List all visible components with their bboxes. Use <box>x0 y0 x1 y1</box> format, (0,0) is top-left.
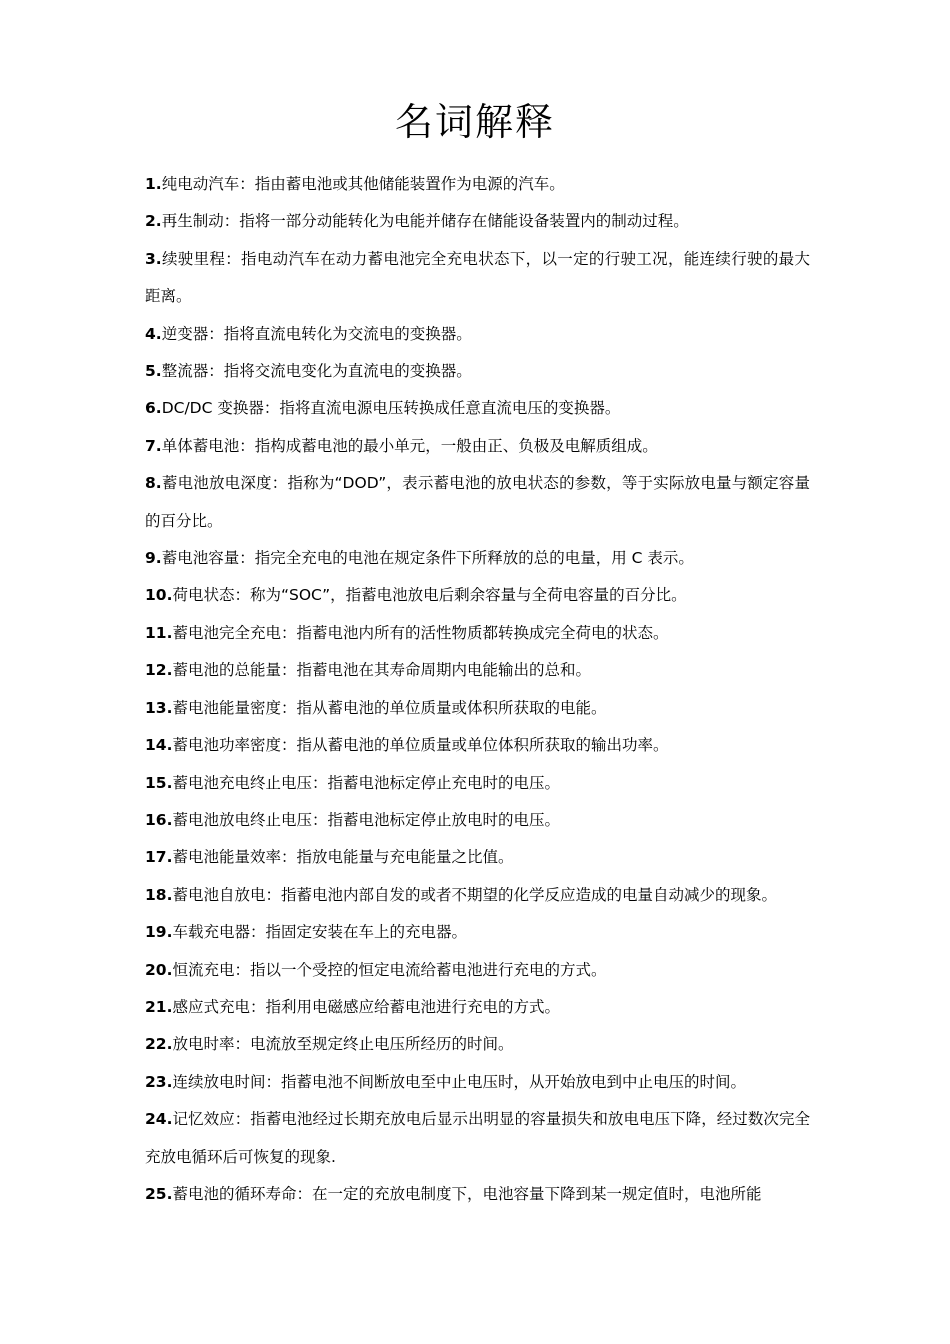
item-number: 25. <box>145 1184 173 1203</box>
list-item <box>145 952 810 989</box>
item-text: DC/DC 变换器：指将直流电源电压转换成任意直流电压的变换器。 <box>161 399 621 418</box>
list-item <box>145 615 810 652</box>
list-item <box>145 914 810 951</box>
item-number: 18. <box>145 885 173 904</box>
list-item <box>145 166 810 203</box>
item-number: 1. <box>145 175 162 193</box>
list-item <box>145 1064 810 1101</box>
item-number: 23. <box>145 1072 173 1091</box>
item-number: 17. <box>145 848 173 867</box>
item-text: 感应式充电：指利用电磁感应给蓄电池进行充电的方式。 <box>172 997 560 1016</box>
item-number: 10. <box>145 586 173 605</box>
item-text: 续驶里程：指电动汽车在动力蓄电池完全充电状态下，以一定的行驶工况，能连续行驶的最大距离。 <box>145 249 810 306</box>
item-text: 逆变器：指将直流电转化为交流电的变换器。 <box>161 324 472 343</box>
item-text: 蓄电池自放电：指蓄电池内部自发的或者不期望的化学反应造成的电量自动减少的现象。 <box>172 885 777 904</box>
list-item <box>145 652 810 689</box>
list-item <box>145 203 810 240</box>
list-item <box>145 1026 810 1063</box>
item-number: 11. <box>145 623 173 642</box>
list-item <box>145 765 810 802</box>
item-number: 15. <box>145 773 173 792</box>
item-number: 3. <box>145 249 162 268</box>
list-item <box>145 989 810 1026</box>
list-item <box>145 316 810 353</box>
item-text: 记忆效应：指蓄电池经过长期充放电后显示出明显的容量损失和放电电压下降，经过数次完全充放电循环后可恢复的现象. <box>145 1110 810 1166</box>
item-number: 9. <box>145 549 162 568</box>
item-number: 13. <box>145 698 173 717</box>
item-text: 纯电动汽车：指由蓄电池或其他储能装置作为电源的汽车。 <box>161 175 565 193</box>
list-item <box>145 390 810 427</box>
item-number: 19. <box>145 923 173 942</box>
item-number: 8. <box>145 474 162 493</box>
item-number: 22. <box>145 1035 173 1054</box>
item-number: 5. <box>145 362 162 381</box>
item-number: 4. <box>145 324 162 343</box>
list-item <box>145 1176 810 1213</box>
item-text: 蓄电池容量：指完全充电的电池在规定条件下所释放的总的电量，用 C 表示。 <box>161 549 694 568</box>
item-number: 16. <box>145 810 173 829</box>
list-item <box>145 839 810 876</box>
list-item <box>145 690 810 727</box>
list-item <box>145 353 810 390</box>
list-item <box>145 802 810 839</box>
item-number: 14. <box>145 736 173 755</box>
list-item <box>145 540 810 577</box>
item-text: 蓄电池的总能量：指蓄电池在其寿命周期内电能输出的总和。 <box>172 661 591 680</box>
item-text: 蓄电池完全充电：指蓄电池内所有的活性物质都转换成完全荷电的状态。 <box>172 623 669 642</box>
list-item <box>145 1101 810 1176</box>
item-text: 蓄电池放电深度：指称为“DOD”，表示蓄电池的放电状态的参数，等于实际放电量与额定容量的百分比。 <box>145 474 810 530</box>
item-text: 蓄电池能量效率：指放电能量与充电能量之比值。 <box>172 848 514 867</box>
list-item <box>145 877 810 914</box>
definition-list <box>145 166 810 1213</box>
item-text: 单体蓄电池：指构成蓄电池的最小单元，一般由正、负极及电解质组成。 <box>161 436 658 455</box>
list-item <box>145 465 810 540</box>
item-number: 24. <box>145 1110 173 1129</box>
list-item <box>145 241 810 316</box>
item-text: 蓄电池充电终止电压：指蓄电池标定停止充电时的电压。 <box>172 773 560 792</box>
item-number: 20. <box>145 960 173 979</box>
item-text: 蓄电池的循环寿命：在一定的充放电制度下，电池容量下降到某一规定值时，电池所能 <box>172 1184 762 1203</box>
item-text: 蓄电池放电终止电压：指蓄电池标定停止放电时的电压。 <box>172 810 560 829</box>
list-item <box>145 428 810 465</box>
list-item <box>145 727 810 764</box>
page-title: 名词解释 <box>394 100 555 144</box>
item-text: 蓄电池功率密度：指从蓄电池的单位质量或单位体积所获取的输出功率。 <box>172 736 669 755</box>
item-text: 连续放电时间：指蓄电池不间断放电至中止电压时，从开始放电到中止电压的时间。 <box>172 1072 746 1091</box>
item-text: 荷电状态：称为“SOC”，指蓄电池放电后剩余容量与全荷电容量的百分比。 <box>172 586 687 605</box>
item-text: 整流器：指将交流电变化为直流电的变换器。 <box>161 362 472 381</box>
item-text: 放电时率：电流放至规定终止电压所经历的时间。 <box>172 1035 514 1054</box>
item-number: 6. <box>145 399 162 418</box>
item-text: 恒流充电：指以一个受控的恒定电流给蓄电池进行充电的方式。 <box>172 960 607 979</box>
item-number: 12. <box>145 661 173 680</box>
item-text: 车载充电器：指固定安装在车上的充电器。 <box>172 923 467 942</box>
item-number: 21. <box>145 997 173 1016</box>
item-number: 2. <box>145 212 162 231</box>
list-item <box>145 577 810 614</box>
item-text: 蓄电池能量密度：指从蓄电池的单位质量或体积所获取的电能。 <box>172 698 607 717</box>
item-text: 再生制动：指将一部分动能转化为电能并储存在储能设备装置内的制动过程。 <box>161 212 689 231</box>
item-number: 7. <box>145 436 162 455</box>
